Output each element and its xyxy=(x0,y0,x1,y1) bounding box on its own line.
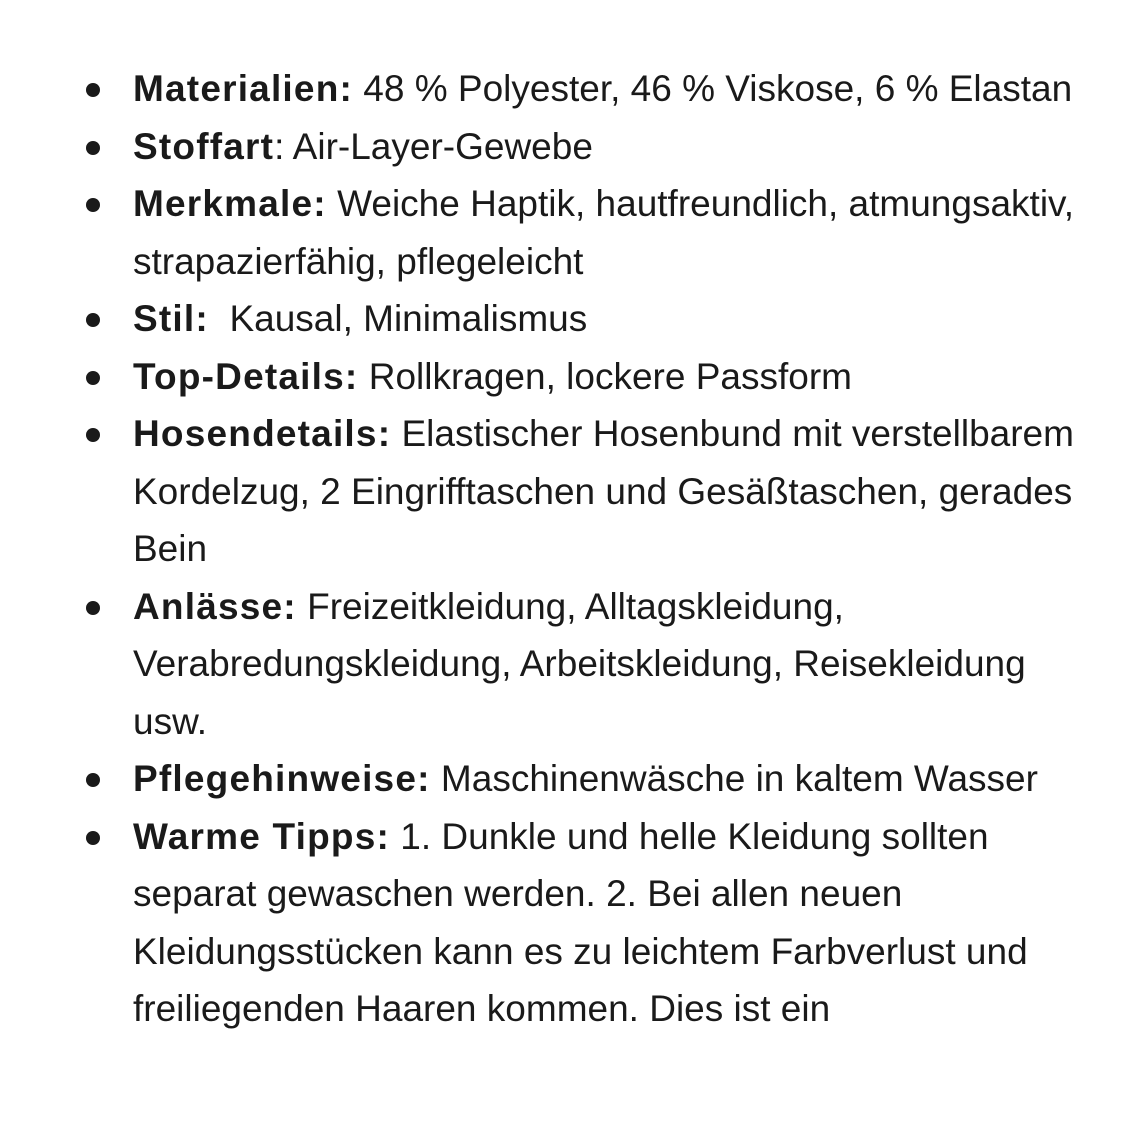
spec-label: Stoffart xyxy=(133,125,275,167)
spec-label: Anlässe: xyxy=(133,585,297,627)
spec-value: Kausal, Minimalismus xyxy=(208,298,588,339)
spec-item-warm-tips xyxy=(0,808,1128,1038)
spec-label: Hosendetails: xyxy=(133,413,392,454)
spec-value: Rollkragen, lockere Passform xyxy=(358,355,852,397)
spec-label: Stil: xyxy=(133,298,209,339)
spec-item-occasions xyxy=(0,578,1128,751)
spec-label: Merkmale: xyxy=(133,183,327,224)
spec-value: Elastischer Hosenbund mit verstellbarem Kordelzug, 2 Eingrifftaschen und Gesäßtaschen, gerades Bein xyxy=(133,413,1074,569)
spec-item-top-details xyxy=(0,348,1128,406)
spec-item-features xyxy=(0,175,1128,290)
spec-item-style xyxy=(0,290,1128,348)
spec-label: Top-Details: xyxy=(133,355,359,397)
spec-value: 48 % Polyester, 46 % Viskose, 6 % Elastan xyxy=(353,68,1073,109)
spec-item-fabric-type xyxy=(0,118,1128,176)
spec-item-pants-details xyxy=(0,405,1128,578)
spec-item-care-instructions xyxy=(0,750,1128,808)
spec-value: 1. Dunkle und helle Kleidung sollten separat gewaschen werden. 2. Bei allen neuen Kleidungsstücken kann es zu leichtem Farbverlust und freiliegenden Haaren kommen. Dies ist ein xyxy=(133,815,1028,1029)
spec-value: Maschinenwäsche in kaltem Wasser xyxy=(430,758,1038,799)
spec-value: Freizeitkleidung, Alltagskleidung, Verabredungskleidung, Arbeitskleidung, Reisekleidung usw. xyxy=(133,585,1026,742)
spec-value: : Air-Layer-Gewebe xyxy=(274,125,593,167)
spec-item-materials xyxy=(0,60,1128,118)
spec-value: Weiche Haptik, hautfreundlich, atmungsaktiv, strapazierfähig, pflegeleicht xyxy=(133,183,1075,282)
spec-label: Materialien: xyxy=(133,68,354,109)
spec-label: Pflegehinweise: xyxy=(133,758,431,799)
product-spec-list xyxy=(0,60,1128,1038)
spec-label: Warme Tipps: xyxy=(133,815,390,857)
